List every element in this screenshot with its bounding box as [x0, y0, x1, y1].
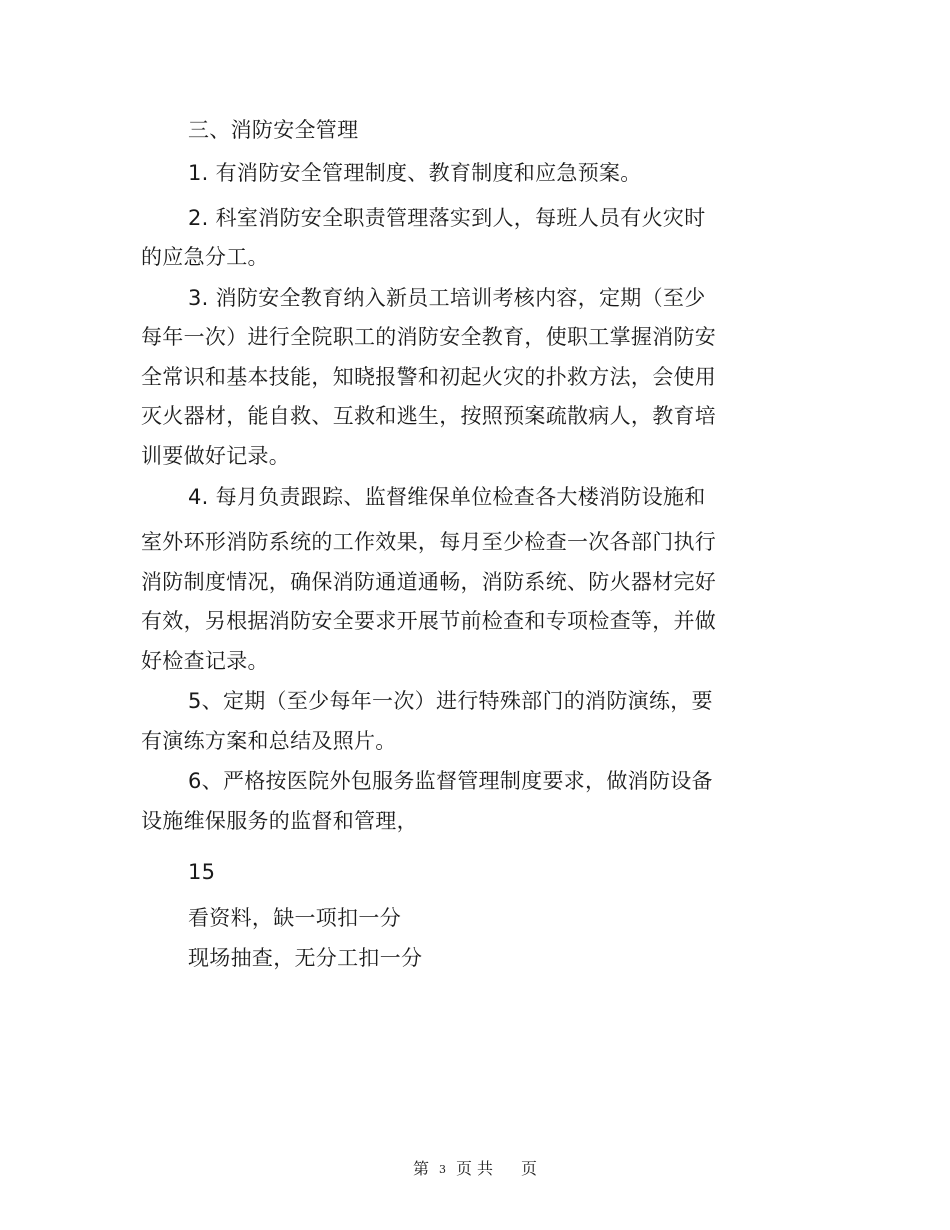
item-4-line-4: 有效，另根据消防安全要求开展节前检查和专项检查等，并做: [141, 609, 717, 633]
item-4-line-1: 4. 每月负责跟踪、监督维保单位检查各大楼消防设施和: [188, 485, 706, 509]
item-2-line-2: 的应急分工。: [141, 245, 269, 269]
item-3-line-5: 训要做好记录。: [141, 444, 291, 468]
item-4-line-3: 消防制度情况，确保消防通道通畅，消防系统、防火器材完好: [141, 570, 717, 594]
item-2-line-1: 2. 科室消防安全职责管理落实到人，每班人员有火灾时: [188, 206, 706, 230]
item-4-line-5: 好检查记录。: [141, 649, 269, 673]
item-3-line-1: 3. 消防安全教育纳入新员工培训考核内容，定期（至少: [188, 286, 706, 310]
footer-prefix: 第: [412, 1159, 429, 1178]
item-4-line-2: 室外环形消防系统的工作效果，每月至少检查一次各部门执行: [141, 530, 717, 554]
section-title: 三、消防安全管理: [188, 118, 359, 142]
criterion-1: 看资料，缺一项扣一分: [188, 906, 401, 930]
item-6-line-1: 6、严格按医院外包服务监督管理制度要求，做消防设备: [188, 769, 713, 793]
item-6-line-2: 设施维保服务的监督和管理，: [141, 809, 418, 833]
score-value: 15: [188, 860, 216, 884]
page-footer: [0, 1156, 950, 1179]
item-5-line-2: 有演练方案和总结及照片。: [141, 729, 397, 753]
footer-suffix: 页: [521, 1159, 538, 1178]
item-1-line-1: 1. 有消防安全管理制度、教育制度和应急预案。: [188, 161, 642, 185]
item-3-line-2: 每年一次）进行全院职工的消防安全教育，使职工掌握消防安: [141, 325, 717, 349]
item-3-line-3: 全常识和基本技能，知晓报警和初起火灾的扑救方法，会使用: [141, 365, 717, 389]
criterion-2: 现场抽查，无分工扣一分: [188, 946, 423, 970]
item-5-line-1: 5、定期（至少每年一次）进行特殊部门的消防演练，要: [188, 689, 713, 713]
item-3-line-4: 灭火器材，能自救、互救和逃生，按照预案疏散病人，教育培: [141, 404, 717, 428]
footer-middle: 页 共: [455, 1159, 494, 1178]
footer-page-number: 3: [438, 1163, 446, 1176]
